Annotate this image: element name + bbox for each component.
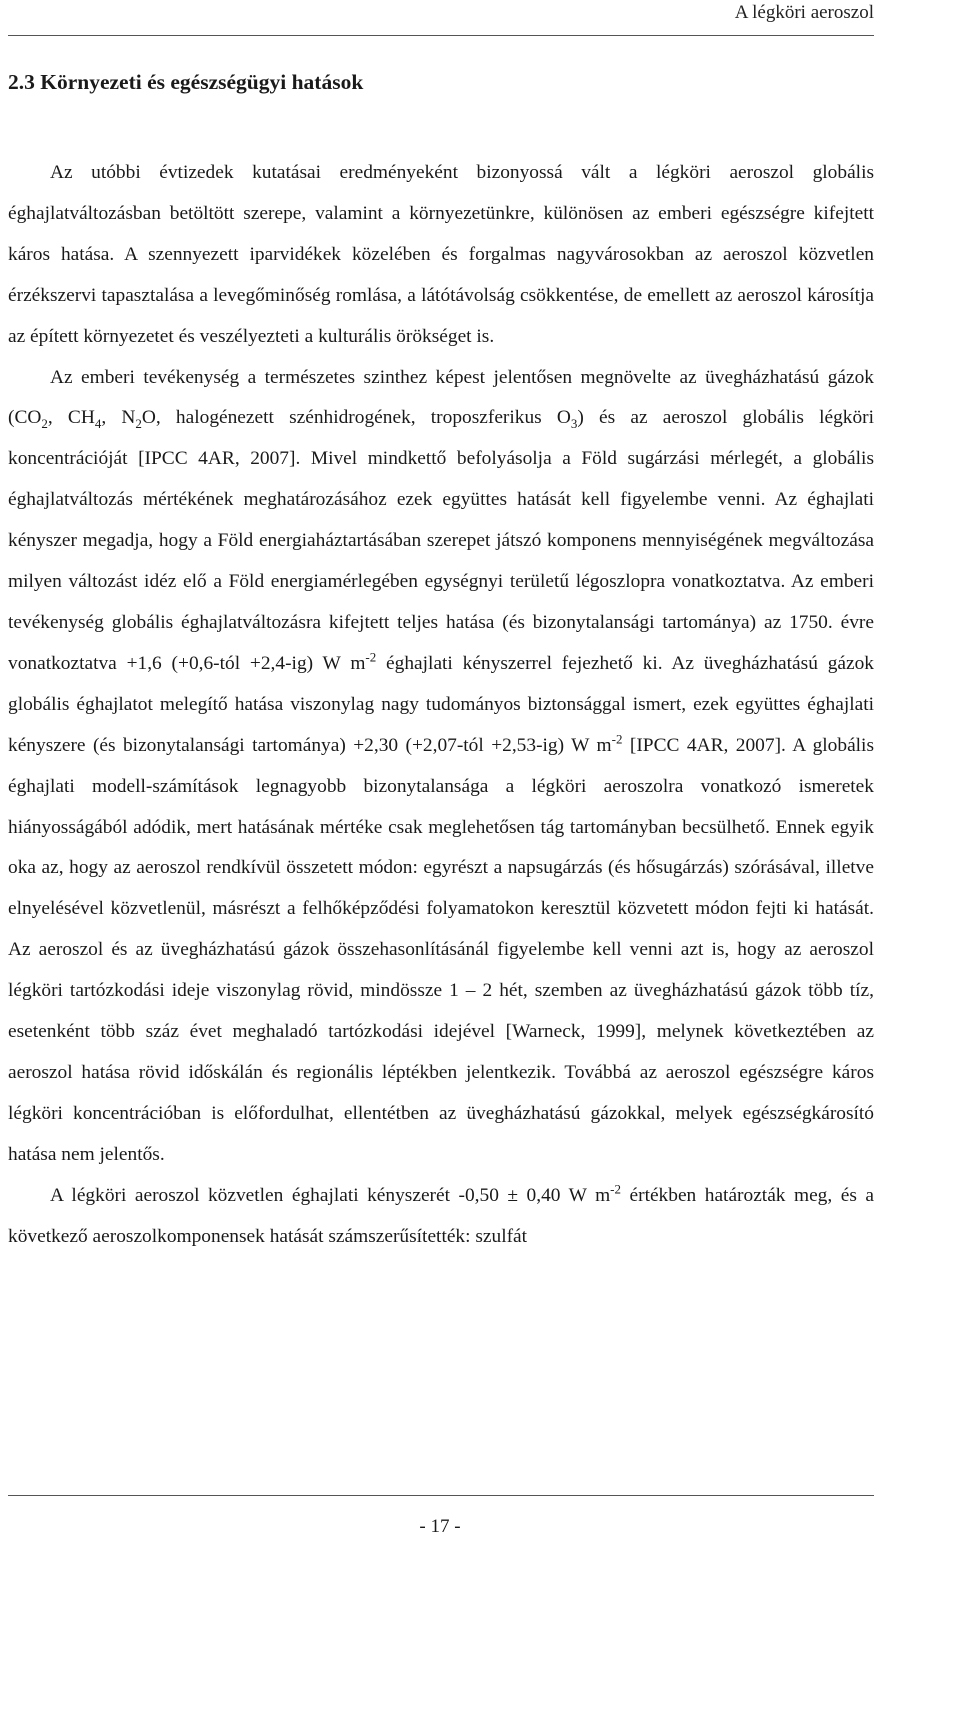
- header-divider: [8, 35, 874, 36]
- paragraph-text: O, halogénezett szénhidrogének, troposzferikus O: [141, 407, 571, 429]
- subscript: 2: [41, 416, 48, 432]
- paragraph-text: [IPCC 4AR, 2007]. A globális éghajlati modell-számítások legnagyobb bizonytalansága a légköri aeroszolra vonatkozó ismeretek hiányosságából adódik, mert hatásának mértéke csak meglehetősen tág tartományban becsülhető. Ennek egyik oka az, hogy az aeroszol rendkívül összetett módon: egyrészt a napsugárzás (és hősugárzás) szórásával, illetve elnyelésével közvetlenül, másrészt a felhőképződési folyamatokon keresztül közvetett módon fejti ki hatását. Az aeroszol és az üvegházhatású gázok összehasonlításánál figyelembe kell venni azt is, hogy az aeroszol légköri tartózkodási ideje viszonylag rövid, mindössze 1 – 2 hét, szemben az üvegházhatású gázok több tíz, esetenként több száz évet meghaladó tartózkodási idejével [Warneck, 1999], melynek következtében az aeroszol hatása rövid időskálán és regionális léptékben jelentkezik. Továbbá az aeroszol egészségre káros légköri koncentrációban is előfordulhat, ellentétben az üvegházhatású gázokkal, melyek egészségkárosító hatása nem jelentős.: [8, 734, 874, 1165]
- superscript: -2: [365, 649, 377, 665]
- paragraph-1: Az utóbbi évtizedek kutatásai eredményeként bizonyossá vált a légköri aeroszol globális éghajlatváltozásban betöltött szerepe, valamint a környezetünkre, különösen az emberi egészségre kifejtett káros hatása. A szennyezett iparvidékek közelében és forgalmas nagyvárosokban az aeroszol közvetlen érzékszervi tapasztalása a levegőminőség romlása, a látótávolság csökkentése, de emellett az aeroszol károsítja az épített környezetet és veszélyezteti a kulturális örökséget is.: [8, 162, 874, 347]
- page-number: - 17 -: [419, 1516, 461, 1537]
- superscript: -2: [611, 731, 623, 747]
- section-heading: 2.3 Környezeti és egészségügyi hatások: [8, 70, 364, 94]
- superscript: -2: [610, 1181, 621, 1197]
- subscript: 2: [135, 416, 142, 432]
- paragraph-2: [8, 358, 874, 1176]
- paragraph-text: ) és az aeroszol globális légköri koncentrációját [IPCC 4AR, 2007]. Mivel mindkettő befolyásolja a Föld sugárzási mérlegét, a globális éghajlatváltozás mértékének meghatározásához ezek együttes hatását kell figyelembe venni. Az éghajlati kényszer megadja, hogy a Föld energiaháztartásában szerepet játszó komponens mennyiségének megváltozása milyen változást idéz elő a Föld energiamérlegében egységnyi területű légoszlopra vonatkoztatva. Az emberi tevékenység globális éghajlatváltozásra kifejtett teljes hatása (és bizonytalansági tartománya) az 1750. évre vonatkoztatva +1,6 (+0,6-tól +2,4-ig) W m: [8, 407, 874, 674]
- body-text: [8, 153, 874, 1257]
- subscript: 3: [570, 416, 578, 432]
- running-header: A légköri aeroszol: [734, 2, 874, 23]
- paragraph-text: , N: [101, 407, 136, 429]
- paragraph-text: A légköri aeroszol közvetlen éghajlati kényszerét -0,50 ± 0,40 W m: [50, 1184, 611, 1206]
- paragraph-text: Az emberi tevékenység a természetes szinthez képest jelentősen megnövelte az üvegházhatású gázok (CO: [8, 366, 874, 429]
- paragraph-text: , CH: [47, 407, 95, 429]
- subscript: 4: [94, 416, 102, 432]
- footer-divider: [8, 1495, 874, 1496]
- paragraph-3: [8, 1176, 874, 1258]
- paragraph-text: értékben határozták meg, és a következő aeroszolkomponensek hatását számszerűsítették: szulfát: [8, 1184, 874, 1247]
- paragraph-text: éghajlati kényszerrel fejezhető ki. Az üvegházhatású gázok globális éghajlatot melegítő hatása viszonylag nagy tudományos biztonsággal ismert, ezek együttes éghajlati kényszere (és bizonytalansági tartománya) +2,30 (+2,07-tól +2,53-ig) W m: [8, 652, 874, 756]
